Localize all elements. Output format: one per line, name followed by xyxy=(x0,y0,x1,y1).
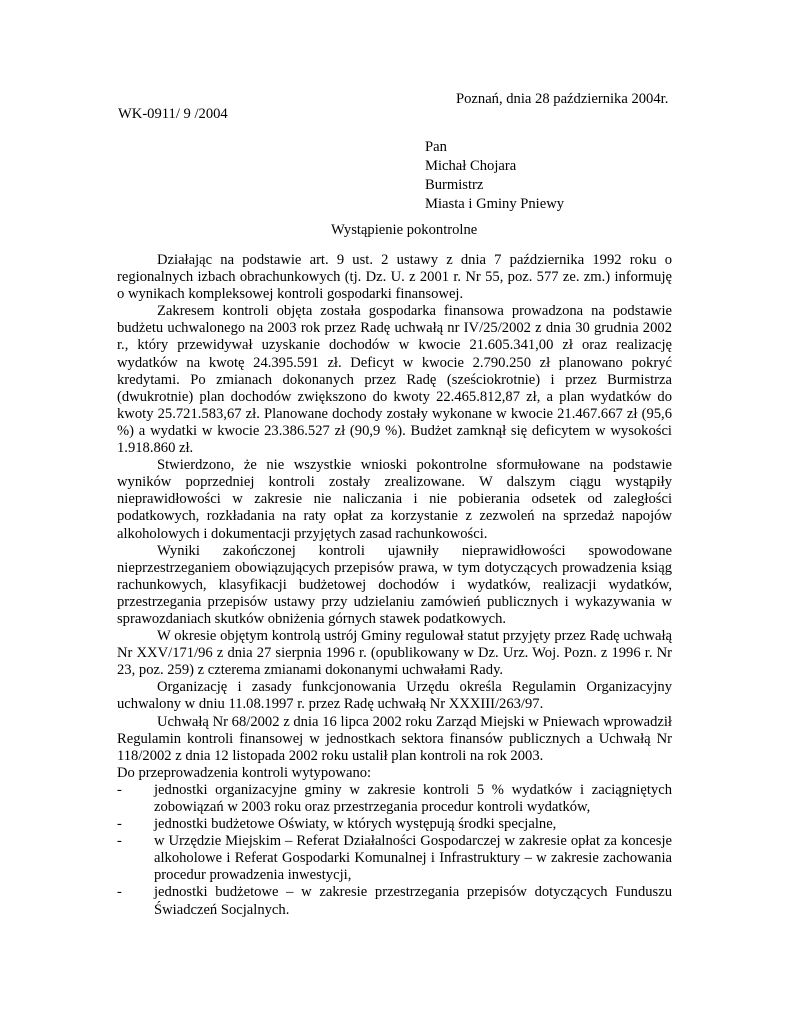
list-item-text: jednostki budżetowe Oświaty, w których występują środki specjalne, xyxy=(154,816,557,833)
list-dash: - xyxy=(117,781,122,798)
recipient-line: Michał Chojara xyxy=(425,158,517,174)
list-dash: - xyxy=(117,884,122,901)
paragraph: Zakresem kontroli objęta została gospodarka finansowa prowadzona na podstawie budżetu uchwalonego na 2003 rok przez Radę uchwałą nr IV/25/2002 z dnia 30 grudnia 2002 r., który przewidywał uzyskanie dochodów w kwocie 21.605.341,00 zł oraz realizację wydatków na kwotę 24.395.591 zł. Deficyt w kwocie 2.790.250 zł planowano pokryć kredytami. Po zmianach dokonanych przez Radę (sześciokrotnie) i przez Burmistrza (dwukrotnie) plan dochodów zwiększono do kwoty 22.465.812,87 zł, a plan wydatków do kwoty 25.721.583,67 zł. Planowane dochody zostały wykonane w kwocie 21.467.667 zł (95,6 %) a wydatki w kwocie 23.386.527 zł (90,9 %). Budżet zamknął się deficytem w wysokości 1.918.860 zł. xyxy=(117,303,672,457)
recipient-line: Burmistrz xyxy=(425,177,484,193)
letter-body xyxy=(117,252,672,919)
recipient-address xyxy=(425,138,564,214)
list-item-text: jednostki organizacyjne gminy w zakresie kontroli 5 % wydatków i zaciągniętych zobowiązań w 2003 roku oraz przestrzegania procedur kontroli wydatków, xyxy=(154,781,672,815)
paragraph: Organizację i zasady funkcjonowania Urzędu określa Regulamin Organizacyjny uchwalony w dniu 11.08.1997 r. przez Radę uchwałą Nr XXXIII/263/97. xyxy=(117,679,672,713)
paragraph: Stwierdzono, że nie wszystkie wnioski pokontrolne sformułowane na podstawie wyników poprzedniej kontroli zostały zrealizowane. W dalszym ciągu wystąpiły nieprawidłowości w zakresie nie naliczania i nie pobierania odsetek od zaległości podatkowych, rozkładania na raty opłat za korzystanie z zezwoleń na sprzedaż napojów alkoholowych i dokumentacji przyjętych zasad rachunkowości. xyxy=(117,457,672,542)
letter-title: Wystąpienie pokontrolne xyxy=(331,222,478,238)
reference-number: WK-0911/ 9 /2004 xyxy=(118,106,228,122)
list-intro: Do przeprowadzenia kontroli wytypowano: xyxy=(117,764,372,781)
paragraph: Działając na podstawie art. 9 ust. 2 ustawy z dnia 7 października 1992 roku o regionalnych izbach obrachunkowych (tj. Dz. U. z 2001 r. Nr 55, poz. 577 ze. zm.) informuję o wynikach kompleksowej kontroli gospodarki finansowej. xyxy=(117,252,672,303)
paragraph: Uchwałą Nr 68/2002 z dnia 16 lipca 2002 roku Zarząd Miejski w Pniewach wprowadził Regulamin kontroli finansowej w jednostkach sektora finansów publicznych a Uchwałą Nr 118/2002 z dnia 12 listopada 2002 roku ustalił plan kontroli na rok 2003. xyxy=(117,713,672,764)
recipient-line: Pan xyxy=(425,139,447,155)
list-item xyxy=(117,816,672,833)
paragraph: Wyniki zakończonej kontroli ujawniły nieprawidłowości spowodowane nieprzestrzeganiem obowiązujących przepisów prawa, w tym dotyczących prowadzenia ksiąg rachunkowych, klasyfikacji budżetowej dochodów i wydatków, realizacji wydatków, przestrzegania przepisów ustawy przy udzielaniu zamówień publicznych i wykazywania w sprawozdaniach skutków obniżenia górnych stawek podatkowych. xyxy=(117,542,672,627)
list-item-text: w Urzędzie Miejskim – Referat Działalności Gospodarczej w zakresie opłat za koncesje alkoholowe i Referat Gospodarki Komunalnej i Infrastruktury – w zakresie zachowania procedur prowadzenia inwestycji, xyxy=(154,833,672,884)
inspection-list xyxy=(117,782,672,919)
recipient-line: Miasta i Gminy Pniewy xyxy=(425,196,565,212)
list-item xyxy=(117,833,672,884)
list-dash: - xyxy=(117,833,122,850)
list-item xyxy=(117,782,672,816)
paragraph: W okresie objętym kontrolą ustrój Gminy regulował statut przyjęty przez Radę uchwałą Nr XXV/171/96 z dnia 27 sierpnia 1996 r. (opublikowany w Dz. Urz. Woj. Pozn. z 1996 r. Nr 23, poz. 259) z czterema zmianami dokonanymi uchwałami Rady. xyxy=(117,628,672,679)
list-dash: - xyxy=(117,816,122,833)
list-item-text: jednostki budżetowe – w zakresie przestrzegania przepisów dotyczących Funduszu Świadczeń Socjalnych. xyxy=(154,884,672,918)
place-date: Poznań, dnia 28 października 2004r. xyxy=(456,91,669,107)
list-item xyxy=(117,884,672,918)
